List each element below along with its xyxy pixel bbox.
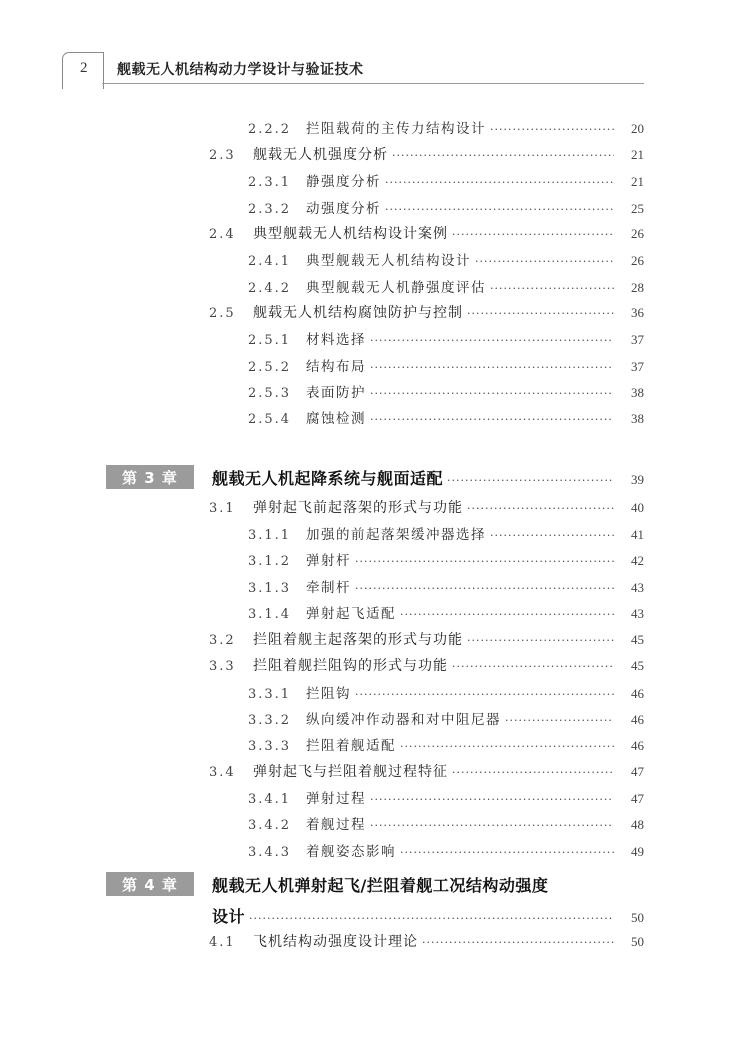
toc-page-number: 46 <box>631 712 644 727</box>
toc-section-row[interactable] <box>209 931 644 955</box>
toc-entry-title: 拦阻着舰适配 <box>306 738 396 754</box>
toc-entry-number: 2.3.1 <box>248 175 292 190</box>
toc-subsection-row[interactable] <box>248 682 644 706</box>
toc-dot-leader <box>370 387 614 400</box>
toc-entry-number: 3.4 <box>209 765 236 780</box>
toc-entry-number: 2.5.2 <box>248 360 292 375</box>
toc-entry-number: 3.4.1 <box>248 792 292 807</box>
toc-entry-title: 腐蚀检测 <box>306 411 366 427</box>
toc-subsection-row[interactable] <box>248 407 644 431</box>
toc-subsection-row[interactable] <box>248 734 644 758</box>
toc-page-number: 38 <box>631 385 644 400</box>
toc-entry-title: 弹射过程 <box>306 791 366 807</box>
toc-entry-number: 2.4.2 <box>248 281 292 296</box>
toc-entry-title: 舰载无人机结构腐蚀防护与控制 <box>253 305 463 321</box>
toc-page-number: 36 <box>631 305 644 320</box>
toc-dot-leader <box>400 846 614 859</box>
toc-page-number: 48 <box>631 817 644 832</box>
toc-section-row[interactable] <box>209 761 644 785</box>
toc-dot-leader <box>467 502 614 515</box>
toc-entry-title: 结构布局 <box>306 359 366 375</box>
toc-subsection-row[interactable] <box>248 328 644 352</box>
toc-entry-number: 3.1 <box>209 501 236 516</box>
page-number: 2 <box>80 60 88 76</box>
toc-chapter-row[interactable] <box>212 873 644 897</box>
toc-entry-title: 拦阻载荷的主传力结构设计 <box>306 121 486 137</box>
toc-page-number: 50 <box>631 910 644 925</box>
toc-dot-leader <box>447 474 614 487</box>
toc-dot-leader <box>355 688 614 701</box>
toc-subsection-row[interactable] <box>248 549 644 573</box>
toc-subsection-row[interactable] <box>248 840 644 864</box>
toc-page-number: 37 <box>631 332 644 347</box>
toc-entry-number: 2.2.2 <box>248 122 292 137</box>
toc-entry-number: 2.5.4 <box>248 412 292 427</box>
toc-entry-number: 3.4.3 <box>248 845 292 860</box>
toc-page-number: 50 <box>631 934 644 949</box>
toc-page-number: 43 <box>631 606 644 621</box>
toc-dot-leader <box>385 203 614 216</box>
toc-page-number: 41 <box>631 527 644 542</box>
toc-dot-leader <box>452 766 614 779</box>
toc-entry-number: 3.1.2 <box>248 554 292 569</box>
toc-subsection-row[interactable] <box>248 787 644 811</box>
toc-page-number: 40 <box>631 500 644 515</box>
toc-chapter-row[interactable] <box>212 904 644 928</box>
toc-page-number: 49 <box>631 844 644 859</box>
toc-section-row[interactable] <box>209 144 644 168</box>
toc-page-number: 47 <box>631 791 644 806</box>
toc-dot-leader <box>370 819 614 832</box>
toc-subsection-row[interactable] <box>248 381 644 405</box>
toc-page-number: 46 <box>631 738 644 753</box>
toc-entry-number: 3.1.3 <box>248 581 292 596</box>
toc-entry-title: 舰载无人机弹射起飞/拦阻着舰工况结构动强度 <box>212 876 549 895</box>
toc-entry-title: 典型舰载无人机结构设计案例 <box>253 226 448 242</box>
toc-page-number: 26 <box>631 226 644 241</box>
toc-page-number: 21 <box>631 174 644 189</box>
toc-dot-leader <box>355 555 614 568</box>
toc-dot-leader <box>400 608 614 621</box>
toc-dot-leader <box>370 334 614 347</box>
toc-entry-title: 动强度分析 <box>306 201 381 217</box>
toc-page-number: 28 <box>631 280 644 295</box>
toc-page-number: 47 <box>631 764 644 779</box>
toc-entry-number: 3.1.1 <box>248 528 292 543</box>
toc-page-number: 42 <box>631 553 644 568</box>
toc-entry-title: 典型舰载无人机结构设计 <box>306 253 471 269</box>
toc-entry-number: 2.3 <box>209 148 236 163</box>
toc-entry-number: 2.5.3 <box>248 386 292 401</box>
toc-subsection-row[interactable] <box>248 170 644 194</box>
toc-page-number: 20 <box>631 121 644 136</box>
toc-page-number: 38 <box>631 411 644 426</box>
toc-subsection-row[interactable] <box>248 708 644 732</box>
toc-dot-leader <box>400 740 614 753</box>
toc-section-row[interactable] <box>209 629 644 653</box>
toc-entry-number: 3.3 <box>209 659 236 674</box>
toc-page-number: 45 <box>631 632 644 647</box>
toc-entry-title: 设计 <box>212 907 246 926</box>
toc-entry-number: 2.3.2 <box>248 202 292 217</box>
toc-chapter-row[interactable] <box>212 466 644 490</box>
toc-entry-number: 3.3.3 <box>248 739 292 754</box>
toc-dot-leader <box>452 660 614 673</box>
toc-subsection-row[interactable] <box>248 197 644 221</box>
toc-subsection-row[interactable] <box>248 523 644 547</box>
toc-entry-number: 2.4.1 <box>248 254 292 269</box>
toc-page-number: 46 <box>631 686 644 701</box>
toc-dot-leader <box>355 582 614 595</box>
toc-entry-title: 典型舰载无人机静强度评估 <box>306 280 486 296</box>
toc-entry-number: 2.5.1 <box>248 333 292 348</box>
toc-subsection-row[interactable] <box>248 249 644 273</box>
toc-subsection-row[interactable] <box>248 576 644 600</box>
toc-section-row[interactable] <box>209 223 644 247</box>
toc-page-number: 43 <box>631 580 644 595</box>
toc-dot-leader <box>370 361 614 374</box>
toc-entry-title: 舰载无人机强度分析 <box>253 147 388 163</box>
toc-page-number: 26 <box>631 253 644 268</box>
toc-dot-leader <box>392 149 614 162</box>
toc-dot-leader <box>452 228 614 241</box>
toc-entry-number: 3.4.2 <box>248 818 292 833</box>
toc-entry-number: 3.1.4 <box>248 607 292 622</box>
toc-dot-leader <box>490 282 614 295</box>
toc-page-number: 21 <box>631 147 644 162</box>
toc-dot-leader <box>385 176 614 189</box>
toc-dot-leader <box>467 307 614 320</box>
toc-entry-title: 飞机结构动强度设计理论 <box>253 934 418 950</box>
toc-entry-title: 表面防护 <box>306 385 366 401</box>
toc-entry-title: 加强的前起落架缓冲器选择 <box>306 527 486 543</box>
toc-dot-leader <box>370 413 614 426</box>
toc-entry-title: 拦阻钩 <box>306 686 351 702</box>
toc-dot-leader <box>422 936 614 949</box>
toc-entry-number: 3.3.2 <box>248 713 292 728</box>
page-header <box>0 0 750 100</box>
toc-section-row[interactable] <box>209 655 644 679</box>
chapter-badge: 第 3 章 <box>106 465 194 489</box>
toc-entry-title: 牵制杆 <box>306 580 351 596</box>
toc-dot-leader <box>467 634 614 647</box>
toc-dot-leader <box>490 529 614 542</box>
toc-entry-title: 静强度分析 <box>306 174 381 190</box>
toc-page-number: 25 <box>631 201 644 216</box>
toc-subsection-row[interactable] <box>248 355 644 379</box>
toc-subsection-row[interactable] <box>248 602 644 626</box>
toc-entry-title: 拦阻着舰主起落架的形式与功能 <box>253 632 463 648</box>
toc-section-row[interactable] <box>209 497 644 521</box>
toc-entry-number: 3.2 <box>209 633 236 648</box>
toc-subsection-row[interactable] <box>248 276 644 300</box>
toc-entry-number: 2.5 <box>209 306 236 321</box>
running-head-title: 舰载无人机结构动力学设计与验证技术 <box>117 62 364 78</box>
toc-entry-title: 材料选择 <box>306 332 366 348</box>
toc-dot-leader <box>490 123 614 136</box>
toc-entry-number: 3.3.1 <box>248 687 292 702</box>
toc-entry-title: 拦阻着舰拦阻钩的形式与功能 <box>253 658 448 674</box>
toc-dot-leader <box>370 793 614 806</box>
toc-entry-number: 4.1 <box>209 935 236 950</box>
chapter-badge: 第 4 章 <box>106 872 194 896</box>
toc-entry-title: 弹射起飞适配 <box>306 606 396 622</box>
header-divider <box>102 83 644 84</box>
toc-entry-title: 纵向缓冲作动器和对中阻尼器 <box>306 712 501 728</box>
toc-entry-title: 弹射起飞前起落架的形式与功能 <box>253 500 463 516</box>
toc-entry-title: 着舰过程 <box>306 817 366 833</box>
toc-dot-leader <box>505 714 614 727</box>
toc-dot-leader <box>249 912 614 925</box>
toc-entry-title: 着舰姿态影响 <box>306 844 396 860</box>
toc-dot-leader <box>475 255 614 268</box>
toc-entry-title: 弹射起飞与拦阻着舰过程特征 <box>253 764 448 780</box>
toc-page-number: 45 <box>631 658 644 673</box>
toc-section-row[interactable] <box>209 302 644 326</box>
toc-entry-number: 2.4 <box>209 227 236 242</box>
toc-subsection-row[interactable] <box>248 813 644 837</box>
toc-page-number: 39 <box>631 472 644 487</box>
toc-subsection-row[interactable] <box>248 117 644 141</box>
toc-entry-title: 弹射杆 <box>306 553 351 569</box>
toc-entry-title: 舰载无人机起降系统与舰面适配 <box>212 469 444 488</box>
toc-page-number: 37 <box>631 359 644 374</box>
